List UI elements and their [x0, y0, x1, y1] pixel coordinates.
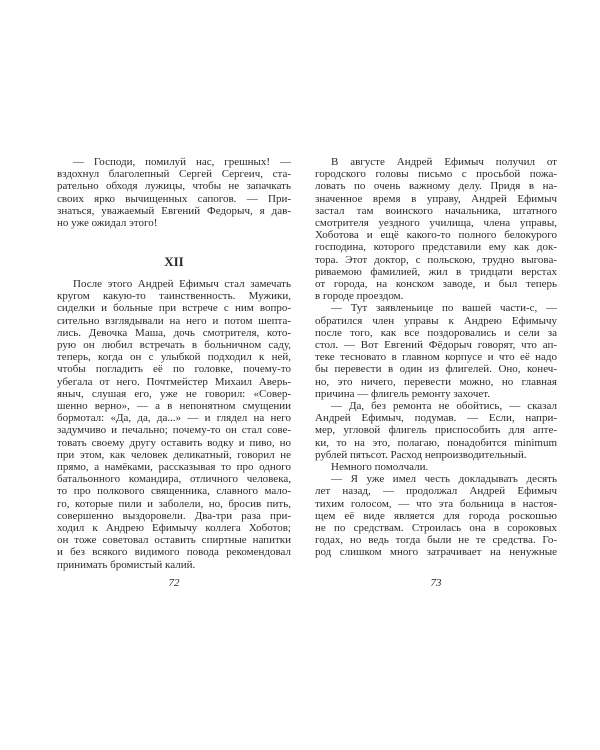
text-line: бы перевести в один из флигелей. Оно, конеч- [315, 363, 557, 376]
text-line: убегала от него. Почтмейстер Михаил Аверь- [57, 375, 291, 388]
text-line: лись. Девочка Маша, дочь смотрителя, кото- [57, 326, 291, 339]
text-line: товать своему другу оставить водку и пиво, но [57, 436, 291, 449]
text-line: род слишком много затрачивает на ненужные [315, 546, 557, 559]
text-line: застал там воинского начальника, штатного [315, 204, 557, 217]
text-line: совершенно выздоровели. Два-три раза при- [57, 509, 291, 522]
text-line: лет назад, — продолжал Андрей Ефимыч [315, 485, 557, 498]
text-line: не по средствам. Строилась она в сороковых [315, 522, 557, 534]
text-line: знаться, уважаемый Евгений Федорыч, я дав- [57, 204, 291, 217]
chapter-heading: XII [164, 254, 184, 269]
text-line: После этого Андрей Ефимыч стал замечать [73, 278, 291, 290]
text-line: мер, угловой флигель приспособить для апте- [315, 424, 557, 437]
text-line: но, это ничего, перевести можно, но главная [315, 375, 557, 388]
text-line: принимать бромистый калий. [57, 558, 196, 571]
text-line: сиделки и больные при встрече с ним вопро- [57, 302, 291, 315]
text-line: и без всякого видимого повода рекомендовал [57, 546, 291, 559]
text-line: теперь, когда он с улыбкой подходил к ней, [57, 351, 291, 364]
text-line: от города, на конском заводе, и был теперь [315, 278, 557, 290]
page-number: 73 [430, 577, 442, 589]
text-line: — Я уже имел честь докладывать десять [331, 473, 557, 486]
text-line: значенное время в управу, Андрей Ефимыч [315, 192, 557, 205]
text-line: городского головы письмо с просьбой пожа- [315, 168, 557, 181]
text-line: Андрей Ефимыч, подумав. — Если, напри- [315, 412, 557, 425]
text-line: но уже ожидал этого! [57, 217, 158, 229]
text-line: тихим голосом, — что эта больница в настоя- [315, 497, 557, 510]
text-line: Немного помолчали. [331, 461, 429, 473]
text-line: ки, то на это, полагаю, понадобится minimum [315, 436, 557, 449]
text-line: — Тут заявленьице по вашей части-с, — [331, 302, 557, 315]
text-line: прямо, а намёками, рассказывая то про одного [57, 461, 291, 473]
text-line: ловать по очень важному делу. Придя в на- [315, 180, 557, 193]
text-line: стол. — Вот Евгений Фёдорыч говорят, что ап- [315, 339, 557, 351]
text-line: го, которые пили и заболели, но, бросив пить, [57, 497, 291, 510]
text-line: яныч, слушая его, уже не говорил: «Совер- [57, 387, 291, 400]
text-line: — Господи, помилуй нас, грешных! — [73, 156, 291, 168]
text-line: рую он любил встречать в больничном саду, [57, 339, 291, 351]
text-line: рублей пятьсот. Расход непроизводительный. [315, 448, 527, 461]
text-line: чтобы погладить её по головке, почему-то [57, 363, 291, 376]
text-line: задумчиво и печально; почему-то он стал сове- [57, 424, 291, 437]
text-line: при этом, как человек деликатный, говорил не [57, 448, 291, 461]
text-line: сительно взглядывали на него и потом шепта- [57, 314, 291, 327]
text-line: бормотал: «Да, да, да...» — и глядел на него [57, 412, 291, 425]
text-line: ходил к Андрею Ефимычу коллега Хоботов; [57, 522, 291, 534]
text-line: в городе проездом. [315, 290, 404, 303]
text-line: то про полкового священника, славного мало- [57, 485, 291, 498]
text-line: теке тесновато в главном корпусе и что её надо [315, 351, 557, 364]
page-number: 72 [168, 577, 180, 589]
text-line: шенно верно», — а в непонятном смущении [57, 400, 291, 412]
text-line: риваемою фамилией, жил в тридцати верстах [315, 265, 557, 278]
text-line: своих ярко вычищенных сапогов. — При- [57, 192, 291, 205]
text-line: смотрителя уездного училища, члена управы, [315, 217, 557, 229]
text-line: В августе Андрей Ефимыч получил от [331, 156, 557, 168]
text-line: он тоже советовал оставить спиртные напитки [57, 534, 291, 547]
text-line: кругом какую-то таинственность. Мужики, [57, 290, 291, 303]
text-line: годах, но ведь тогда были не те средства. Го- [315, 534, 557, 547]
left-page [57, 0, 291, 750]
text-line: господина, которого представили ему как док- [315, 241, 557, 254]
text-line: после того, как все поздоровались и сели за [315, 326, 557, 339]
text-line: щем её виде является для города роскошью [315, 509, 557, 522]
text-line: обратился член управы к Андрею Ефимычу [315, 314, 557, 327]
text-line: причина — флигель ремонту захочет. [315, 387, 491, 400]
text-line: батальонного командира, отличного человека, [57, 473, 291, 486]
text-line: тора. Этот доктор, с польскою, трудно выгова- [315, 253, 557, 266]
text-line: вздохнул благолепный Сергей Сергеич, ста- [57, 168, 291, 181]
right-page [315, 0, 557, 750]
text-line: рательно обходя лужицы, чтобы не запачкать [57, 180, 291, 193]
text-line: — Да, без ремонта не обойтись, — сказал [331, 400, 557, 412]
text-line: Хоботова и ещё какого-то полного белокурого [315, 229, 557, 242]
